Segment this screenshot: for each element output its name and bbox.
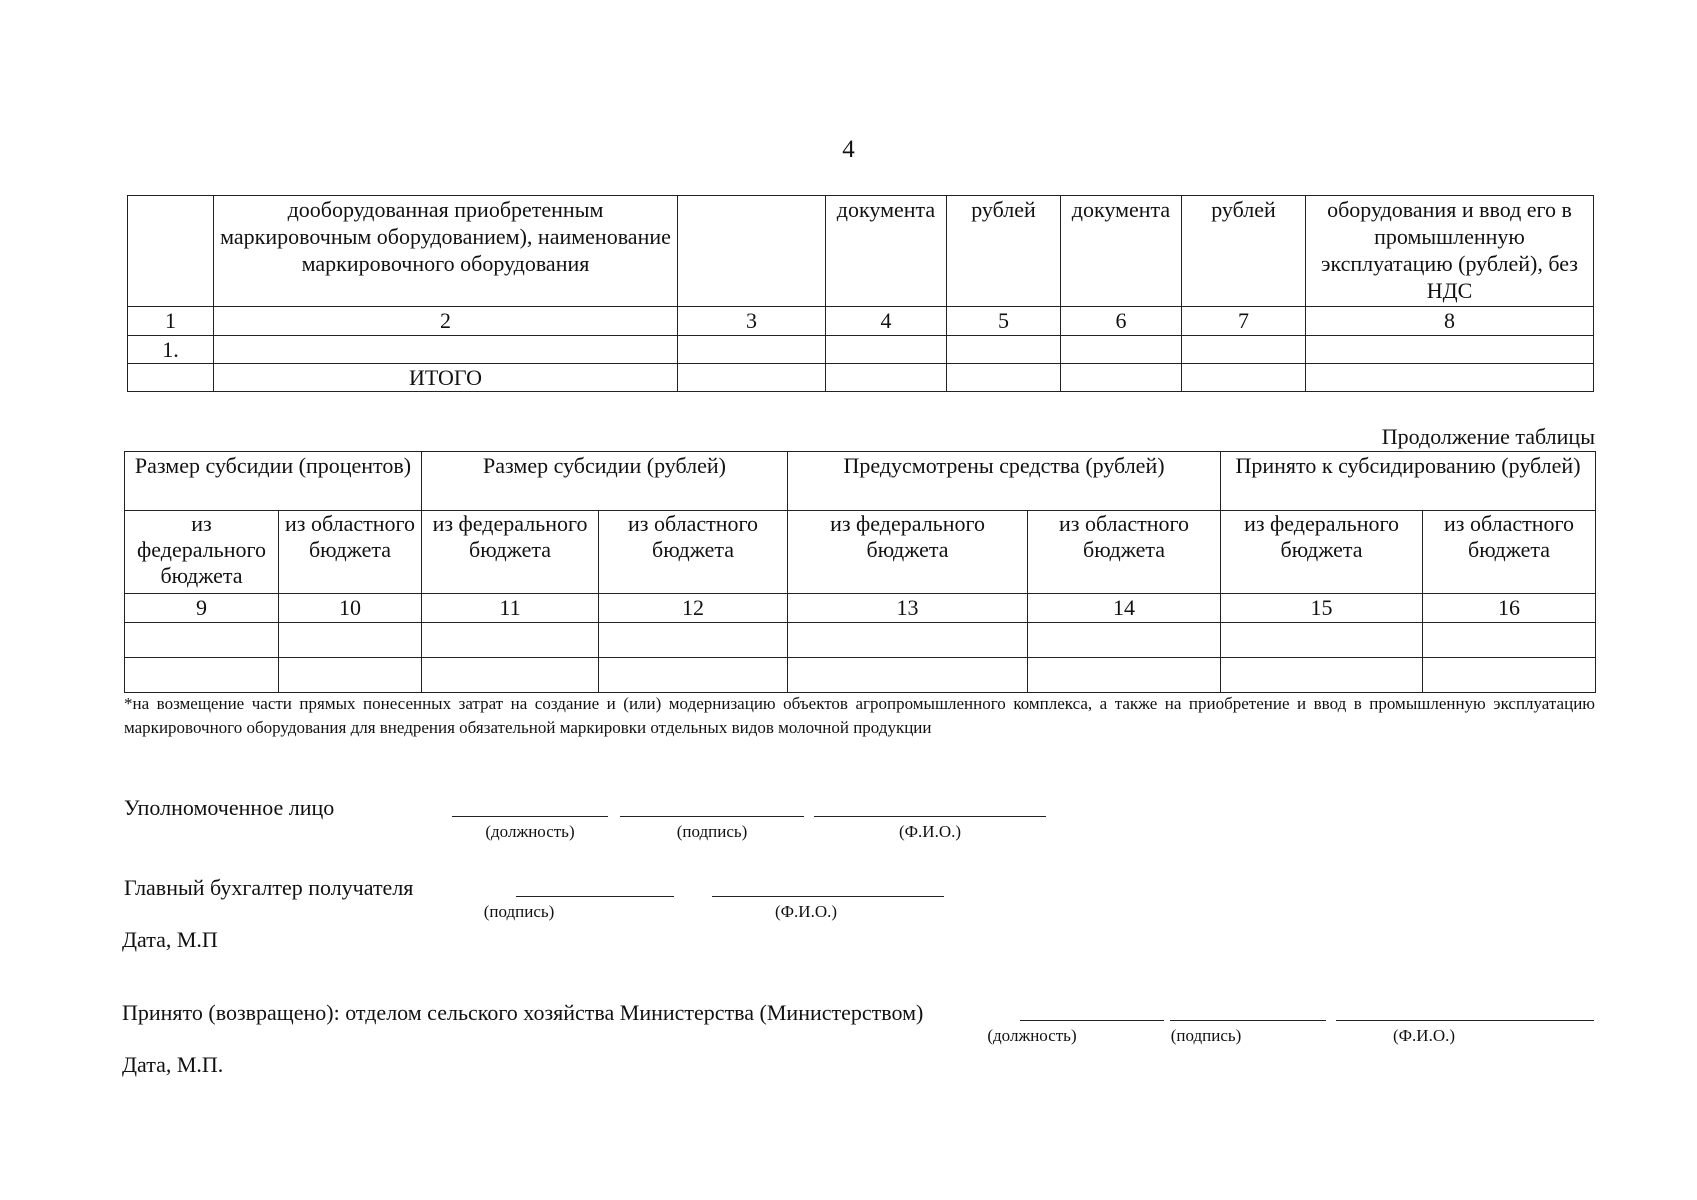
- table-cell: [947, 364, 1061, 392]
- header-cell: документа: [826, 196, 947, 307]
- column-number-row: [125, 594, 1596, 623]
- name-line[interactable]: [814, 816, 1046, 817]
- table-cell: [125, 658, 279, 693]
- sub-header: из областного бюджета: [279, 511, 422, 594]
- header-cell: документа: [1061, 196, 1182, 307]
- main-table-top: [127, 195, 1594, 392]
- table-cell: [947, 336, 1061, 364]
- table-cell: [678, 336, 826, 364]
- group-header: Размер субсидии (процентов): [125, 452, 422, 511]
- table-row: [125, 658, 1596, 693]
- table-cell: [125, 623, 279, 658]
- column-number: 6: [1061, 307, 1182, 336]
- total-label: ИТОГО: [214, 364, 678, 392]
- column-number: 16: [1423, 594, 1596, 623]
- authorized-person-label: Уполномоченное лицо: [124, 795, 335, 820]
- main-table-bottom: [124, 451, 1596, 693]
- table-cell: [214, 336, 678, 364]
- table-cell: [279, 658, 422, 693]
- name-caption: (Ф.И.О.): [1392, 1026, 1456, 1045]
- signature-caption: (подпись): [1170, 1026, 1242, 1045]
- table-cell: [1306, 336, 1594, 364]
- position-line[interactable]: [452, 816, 608, 817]
- signature-caption: (подпись): [483, 902, 555, 921]
- signature-caption: (подпись): [676, 822, 748, 841]
- sub-header: из областного бюджета: [1423, 511, 1596, 594]
- table-cell: [279, 623, 422, 658]
- sub-header: из областного бюджета: [599, 511, 788, 594]
- page-number: 4: [842, 136, 855, 163]
- table-row: [125, 623, 1596, 658]
- table-cell: [422, 623, 599, 658]
- table-cell: [422, 658, 599, 693]
- table-cell: [1306, 364, 1594, 392]
- header-cell: дооборудованная приобретенным маркировочным оборудованием), наименование маркировочного оборудования: [214, 196, 678, 307]
- table-cell: [1423, 658, 1596, 693]
- sub-header: из федерального бюджета: [1221, 511, 1423, 594]
- sub-header: из федерального бюджета: [788, 511, 1028, 594]
- table-cell: [1061, 364, 1182, 392]
- column-number: 12: [599, 594, 788, 623]
- header-cell: рублей: [1182, 196, 1306, 307]
- position-caption: (должность): [485, 822, 575, 841]
- column-number: 5: [947, 307, 1061, 336]
- chief-accountant-label: Главный бухгалтер получателя: [124, 875, 414, 900]
- column-number: 2: [214, 307, 678, 336]
- name-caption: (Ф.И.О.): [898, 822, 962, 841]
- column-number: 14: [1028, 594, 1221, 623]
- column-number: 9: [125, 594, 279, 623]
- header-cell: [128, 196, 214, 307]
- table-cell: [128, 364, 214, 392]
- table-cell: [1423, 623, 1596, 658]
- accepted-by-label: Принято (возвращено): отделом сельского хозяйства Министерства (Министерством): [122, 1000, 924, 1025]
- header-cell: рублей: [947, 196, 1061, 307]
- row-index: 1.: [128, 336, 214, 364]
- name-caption: (Ф.И.О.): [774, 902, 838, 921]
- column-number: 13: [788, 594, 1028, 623]
- name-line[interactable]: [712, 896, 944, 897]
- column-number: 1: [128, 307, 214, 336]
- table-cell: [826, 336, 947, 364]
- column-number: 11: [422, 594, 599, 623]
- table-cell: [1182, 364, 1306, 392]
- continuation-label: Продолжение таблицы: [1381, 424, 1595, 449]
- table-cell: [1028, 623, 1221, 658]
- group-header: Размер субсидии (рублей): [422, 452, 788, 511]
- sub-header: из областного бюджета: [1028, 511, 1221, 594]
- position-line[interactable]: [1020, 1020, 1164, 1021]
- column-number: 8: [1306, 307, 1594, 336]
- column-number: 3: [678, 307, 826, 336]
- group-header-row: [125, 452, 1596, 511]
- table-cell: [788, 658, 1028, 693]
- date-stamp-label: Дата, М.П: [122, 927, 218, 952]
- header-cell: оборудования и ввод его в промышленную эксплуатацию (рублей), без НДС: [1306, 196, 1594, 307]
- group-header: Предусмотрены средства (рублей): [788, 452, 1221, 511]
- table-cell: [599, 623, 788, 658]
- table-cell: [826, 364, 947, 392]
- table-header-row: [128, 196, 1594, 307]
- footnote: *на возмещение части прямых понесенных затрат на создание и (или) модернизацию объектов агропромышленного комплекса, а также на приобретение и ввод в промышленную эксплуатацию маркировочного оборудования для внедрения обязательной маркировки отдельных видов молочной продукции: [124, 694, 1595, 737]
- signature-line[interactable]: [1170, 1020, 1326, 1021]
- column-number: 4: [826, 307, 947, 336]
- table-cell: [1221, 658, 1423, 693]
- sub-header-row: [125, 511, 1596, 594]
- sub-header: из федерального бюджета: [422, 511, 599, 594]
- table-cell: [1028, 658, 1221, 693]
- column-number: 10: [279, 594, 422, 623]
- signature-line[interactable]: [516, 896, 674, 897]
- sub-header: из федерального бюджета: [125, 511, 279, 594]
- column-number-row: [128, 307, 1594, 336]
- date-stamp-label: Дата, М.П.: [122, 1052, 224, 1077]
- column-number: 7: [1182, 307, 1306, 336]
- table-cell: [599, 658, 788, 693]
- table-cell: [1182, 336, 1306, 364]
- group-header: Принято к субсидированию (рублей): [1221, 452, 1596, 511]
- table-cell: [678, 364, 826, 392]
- name-line[interactable]: [1336, 1020, 1594, 1021]
- total-row: [128, 364, 1594, 392]
- signature-line[interactable]: [620, 816, 804, 817]
- header-cell: [678, 196, 826, 307]
- table-row: [128, 336, 1594, 364]
- table-cell: [1061, 336, 1182, 364]
- table-cell: [1221, 623, 1423, 658]
- column-number: 15: [1221, 594, 1423, 623]
- position-caption: (должность): [987, 1026, 1077, 1045]
- table-cell: [788, 623, 1028, 658]
